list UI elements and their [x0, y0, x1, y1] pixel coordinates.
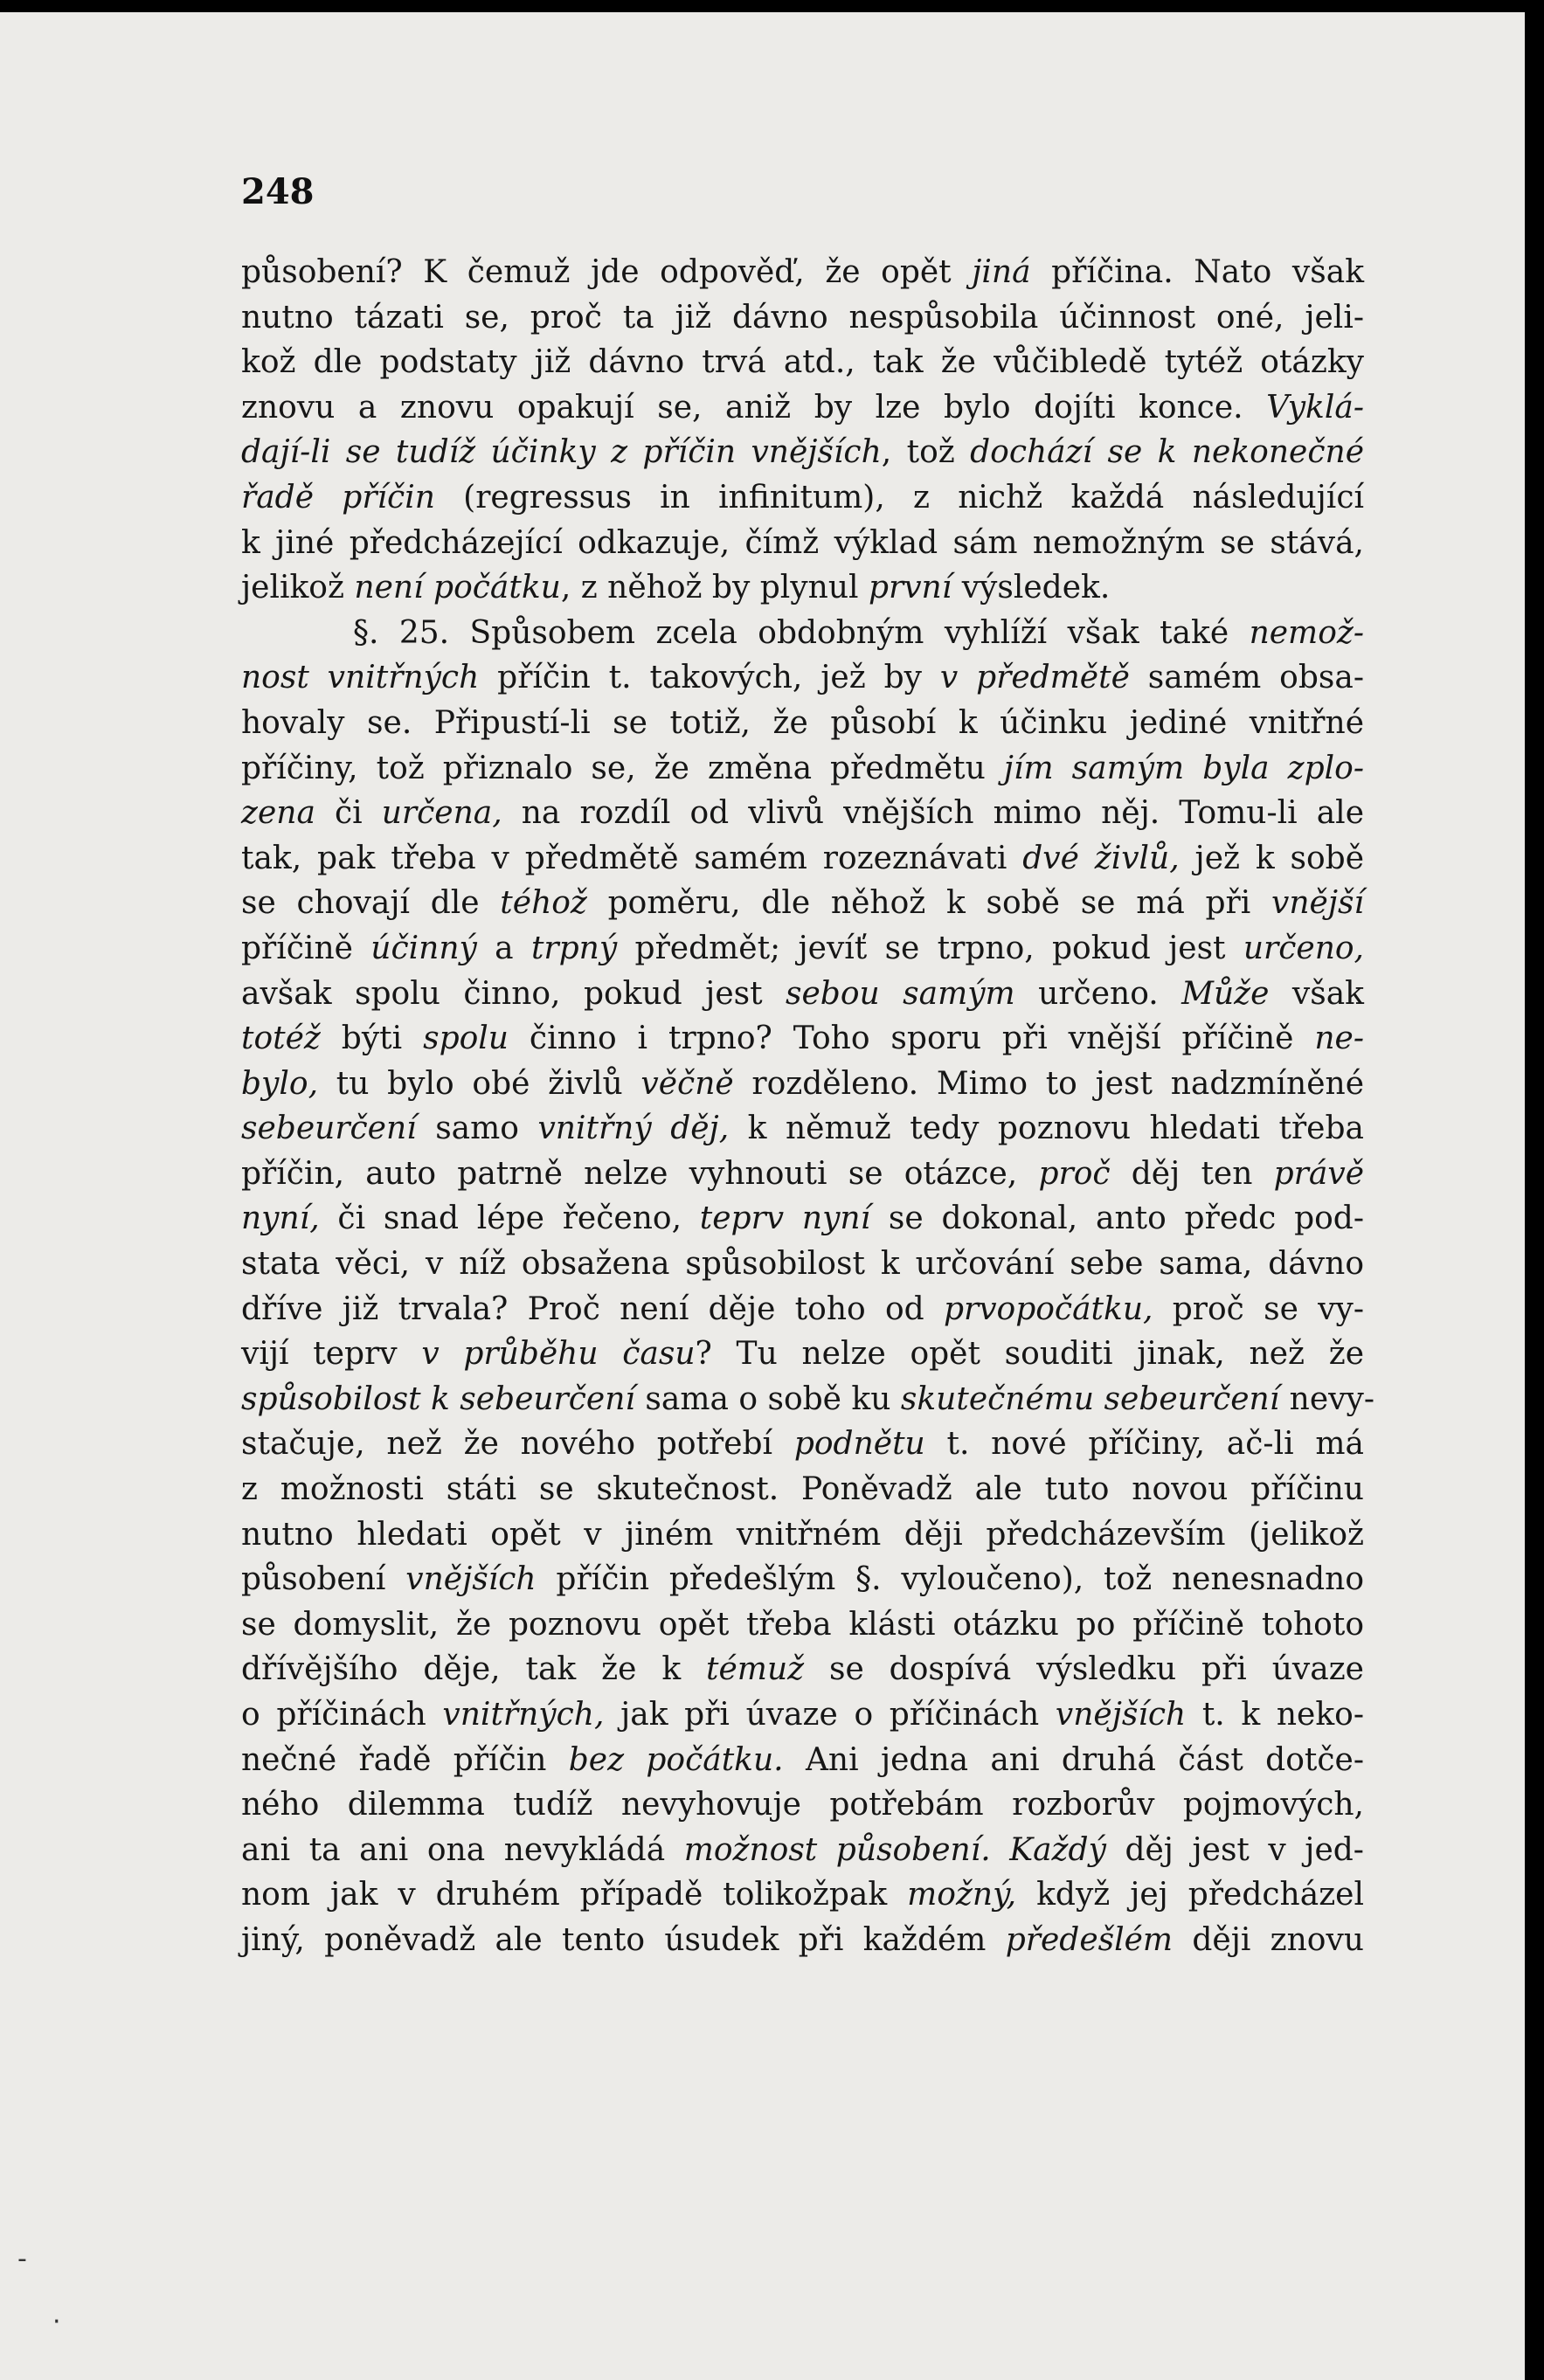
italic-text: Může [1181, 975, 1270, 1012]
italic-text: dvé živlů, [1022, 840, 1180, 876]
italic-text: v průběhu času [421, 1336, 696, 1373]
italic-text: proč [1038, 1155, 1111, 1192]
text-line [241, 1332, 1364, 1377]
text-segment: , z něhož by plynul [560, 570, 869, 606]
text-line [241, 1242, 1364, 1287]
text-segment: t. k neko- [1186, 1697, 1364, 1733]
text-line [241, 1557, 1364, 1602]
text-segment: se domyslit, že poznovu opět třeba klásti otázku po příčině tohoto [241, 1606, 1364, 1643]
italic-text: teprv nyní [699, 1200, 871, 1237]
italic-text: nost vnitřných [241, 660, 480, 696]
text-segment: kož dle podstaty již dávno trvá atd., tak že vůčibledě tytéž otázky [241, 344, 1364, 381]
text-line [241, 1828, 1364, 1873]
text-line [241, 1422, 1364, 1467]
text-segment: ani ta ani ona nevykládá [241, 1831, 684, 1868]
italic-text: vnitřných, [442, 1697, 605, 1733]
italic-text: určena, [381, 795, 502, 832]
italic-text: první [868, 570, 952, 606]
text-segment: však [1269, 975, 1364, 1012]
italic-text: nemož- [1249, 614, 1364, 651]
text-segment: proč se vy- [1153, 1290, 1364, 1327]
text-segment: tu bylo obé živlů [318, 1065, 641, 1102]
text-segment: jak při úvaze o příčinách [604, 1697, 1056, 1733]
text-segment: nom jak v druhém případě tolikožpak [241, 1877, 908, 1913]
text-segment: vijí teprv [241, 1336, 422, 1373]
text-segment: hovaly se. Připustí-li se totiž, že působí k účinku jediné vnitřné [241, 704, 1364, 741]
text-segment: z možnosti státi se skutečnost. Poněvadž ale tuto novou příčinu [241, 1471, 1364, 1508]
text-segment: příčin předešlým §. vyloučeno), tož nenesnadno [536, 1561, 1364, 1598]
text-line [241, 1016, 1364, 1062]
text-segment: sama o sobě ku [634, 1380, 901, 1417]
text-segment: působení [241, 1561, 406, 1598]
text-segment: příčině [241, 930, 371, 966]
text-segment: avšak spolu činno, pokud jest [241, 975, 786, 1012]
italic-text: jiná [972, 254, 1031, 290]
italic-text: témuž [706, 1651, 805, 1688]
italic-text: zena [241, 795, 315, 832]
text-line [241, 1738, 1364, 1783]
text-segment: nevy- [1279, 1380, 1375, 1417]
text-segment: ? Tu nelze opět souditi jinak, než že [695, 1336, 1364, 1373]
text-segment: příčin t. takových, jež by [479, 660, 940, 696]
italic-text: spůsobilost k sebeurčení [241, 1380, 635, 1417]
text-line [241, 340, 1364, 385]
text-segment: znovu a znovu opakují se, aniž by lze bylo dojíti konce. [241, 389, 1267, 425]
text-segment [991, 1832, 1010, 1868]
text-line [241, 1647, 1364, 1692]
text-segment: jiný, poněvadž ale tento úsudek při každém [241, 1921, 1006, 1958]
text-segment: se chovají dle [241, 885, 501, 922]
italic-text: určeno, [1243, 930, 1364, 966]
italic-text: účinný [370, 930, 477, 966]
text-segment: , tož [881, 434, 971, 471]
italic-text: jím samým byla zplo- [1003, 750, 1364, 786]
text-segment: ději znovu [1173, 1921, 1364, 1958]
text-line [241, 295, 1364, 341]
text-line [241, 836, 1364, 882]
text-line [241, 1196, 1364, 1242]
scan-border-top [0, 0, 1544, 12]
italic-text: dají-li se tudíž účinky z příčin vnějších [241, 434, 882, 471]
text-segment: jelikož [241, 570, 355, 606]
text-segment: výsledek. [952, 570, 1111, 606]
text-segment: příčina. Nato však [1030, 254, 1365, 290]
text-segment: k němuž tedy poznovu hledati třeba [729, 1110, 1364, 1147]
text-segment: či [315, 795, 382, 832]
text-line [241, 385, 1364, 431]
italic-text: totéž [241, 1020, 321, 1057]
italic-text: vnějších [1055, 1697, 1187, 1733]
text-segment: děj jest v jed- [1105, 1831, 1364, 1868]
text-line [241, 1467, 1364, 1512]
italic-text: právě [1273, 1155, 1364, 1192]
text-line [241, 1106, 1364, 1152]
text-segment: dřívějšího děje, tak že k [241, 1651, 707, 1688]
text-segment: poměru, dle něhož k sobě se má při [586, 885, 1271, 922]
text-line [241, 1782, 1364, 1828]
text-segment: samo [416, 1110, 538, 1147]
text-line [241, 475, 1364, 521]
text-segment: na rozdíl od vlivů vnějších mimo něj. Tomu-li ale [502, 795, 1364, 832]
text-line [241, 1602, 1364, 1648]
italic-text: skutečnému sebeurčení [900, 1380, 1280, 1417]
italic-text: vnější [1271, 885, 1364, 922]
text-segment: určeno. [1014, 975, 1182, 1012]
text-segment: samém obsa- [1129, 660, 1364, 696]
italic-text: není počátku [354, 570, 561, 606]
text-segment: ného dilemma tudíž nevyhovuje potřebám rozborův pojmových, [241, 1787, 1364, 1823]
text-line [241, 1287, 1364, 1332]
text-line [241, 611, 1364, 656]
text-segment: tak, pak třeba v předmětě samém rozeznávati [241, 840, 1023, 876]
text-segment: k jiné předcházející odkazuje, čímž výklad sám nemožným se stává, [241, 524, 1364, 561]
text-segment: stata věci, v níž obsažena spůsobilost k určování sebe sama, dávno [241, 1246, 1364, 1283]
text-segment: rozděleno. Mimo to jest nadzmíněné [733, 1065, 1365, 1102]
text-segment: §. 25. Spůsobem zcela obdobným vyhlíží však také [353, 614, 1250, 651]
text-line [241, 791, 1364, 836]
italic-text: podnětu [793, 1426, 925, 1463]
italic-text: vnitřný děj, [537, 1110, 730, 1147]
text-segment: býti [320, 1020, 424, 1057]
text-line [241, 1062, 1364, 1107]
text-segment: působení? K čemuž jde odpověď, že opět [241, 254, 973, 290]
text-line [241, 565, 1364, 611]
italic-text: prvopočátku, [943, 1290, 1153, 1327]
italic-text: téhož [500, 885, 587, 922]
text-line [241, 972, 1364, 1017]
text-segment: se dospívá výsledku při úvaze [804, 1651, 1364, 1688]
text-segment: děj ten [1110, 1155, 1274, 1192]
body-text [241, 250, 1375, 1963]
text-segment: nutno hledati opět v jiném vnitřném ději předcházevším (jelikož [241, 1516, 1364, 1553]
text-line [241, 1872, 1364, 1918]
text-segment: činno i trpno? Toho sporu při vnější příčině [509, 1020, 1315, 1057]
italic-text: dochází se k nekonečné [970, 434, 1364, 471]
text-line [241, 926, 1364, 972]
italic-text: spolu [423, 1020, 509, 1057]
text-line [241, 1377, 1375, 1422]
margin-mark: · [52, 2307, 61, 2337]
italic-text: trpný [530, 930, 618, 966]
italic-text: vnějších [405, 1561, 537, 1598]
text-segment: t. nové příčiny, ač-li má [924, 1426, 1364, 1463]
text-segment: o příčinách [241, 1697, 443, 1733]
text-segment: se dokonal, anto předc pod- [870, 1200, 1365, 1237]
text-segment: předmět; jevíť se trpno, pokud jest [617, 930, 1243, 966]
text-line [241, 655, 1364, 701]
italic-text: možnost působení. [683, 1831, 991, 1868]
page-number: 248 [241, 171, 315, 212]
text-line [241, 430, 1364, 475]
text-line [241, 701, 1364, 746]
italic-text: v předmětě [939, 660, 1130, 696]
text-segment: stačuje, než že nového potřebí [241, 1426, 794, 1463]
text-segment: či snad lépe řečeno, [319, 1200, 700, 1237]
italic-text: ne- [1314, 1020, 1365, 1057]
text-line [241, 881, 1364, 926]
italic-text: sebeurčení [241, 1110, 417, 1147]
italic-text: řadě příčin [241, 479, 435, 515]
text-line [241, 1918, 1364, 1963]
text-line [241, 250, 1364, 295]
text-segment: Ani jedna ani druhá část dotče- [783, 1741, 1364, 1778]
italic-text: Vyklá- [1266, 389, 1364, 425]
text-segment: příčin, auto patrně nelze vyhnouti se otázce, [241, 1155, 1039, 1192]
text-segment: (regressus in infinitum), z nichž každá následující [434, 479, 1364, 515]
italic-text: sebou samým [786, 975, 1015, 1012]
italic-text: možný, [907, 1877, 1017, 1913]
text-segment: dříve již trvala? Proč není děje toho od [241, 1290, 944, 1327]
text-line [241, 1152, 1364, 1197]
italic-text: předešlém [1005, 1921, 1174, 1958]
italic-text: bez počátku. [568, 1741, 784, 1778]
italic-text: nyní, [241, 1200, 320, 1237]
text-segment: jež k sobě [1179, 840, 1365, 876]
text-line [241, 746, 1364, 792]
text-segment: nutno tázati se, proč ta již dávno nespůsobila účinnost oné, jeli- [241, 299, 1364, 336]
text-line [241, 1512, 1364, 1558]
italic-text: Každý [1009, 1831, 1106, 1868]
text-segment: a [476, 930, 531, 966]
text-segment: příčiny, tož přiznalo se, že změna předmětu [241, 750, 1004, 786]
text-segment: nečné řadě příčin [241, 1741, 569, 1778]
text-segment: když jej předcházel [1016, 1877, 1364, 1913]
margin-mark: - [17, 2244, 27, 2274]
text-line [241, 1692, 1364, 1738]
italic-text: bylo, [241, 1065, 319, 1102]
italic-text: věčně [640, 1065, 734, 1102]
text-line [241, 521, 1364, 566]
